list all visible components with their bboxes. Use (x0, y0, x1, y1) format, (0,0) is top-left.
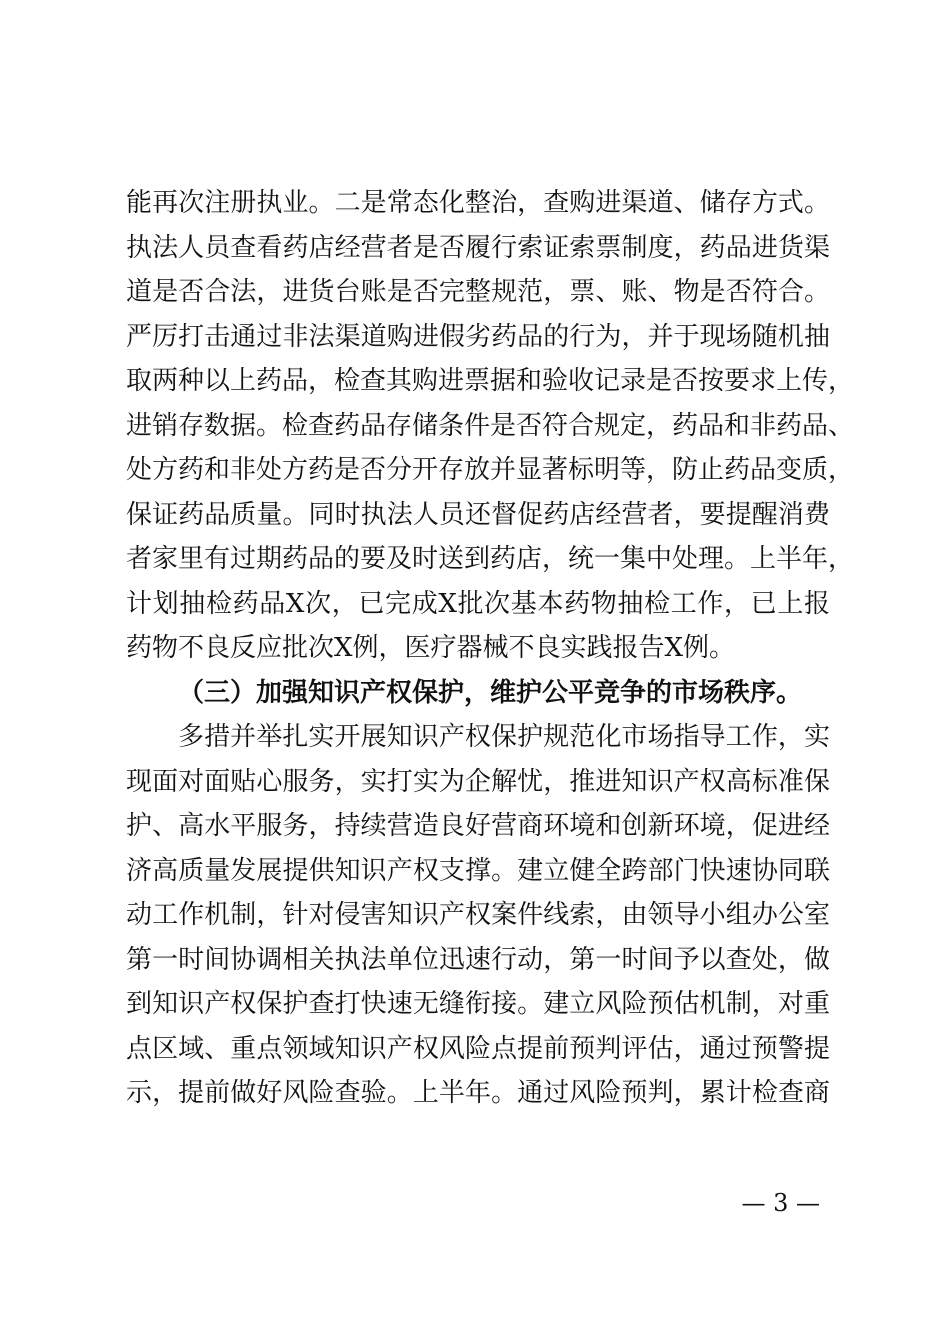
text-line: 取两种以上药品，检查其购进票据和验收记录是否按要求上传， (126, 366, 855, 396)
text-line: 严厉打击通过非法渠道购进假劣药品的行为，并于现场随机抽 (126, 321, 830, 352)
document-body (126, 181, 855, 1116)
text-line: 动工作机制，针对侵害知识产权案件线索，由领导小组办公室 (126, 900, 830, 930)
text-line: 计划抽检药品X次，已完成X批次基本药物抽检工作，已上报 (126, 588, 830, 619)
text-line: 能再次注册执业。二是常态化整治，查购进渠道、储存方式。 (126, 188, 830, 218)
text-line: 药物不良反应批次X例，医疗器械不良实践报告X例。 (126, 633, 736, 663)
text-line: 保证药品质量。同时执法人员还督促药店经营者，要提醒消费 (126, 499, 830, 530)
text-line: 示，提前做好风险查验。上半年。通过风险预判，累计检查商 (126, 1078, 830, 1108)
text-line: 第一时间协调相关执法单位迅速行动，第一时间予以查处，做 (126, 944, 830, 975)
text-line: 到知识产权保护查打快速无缝衔接。建立风险预估机制，对重 (126, 989, 830, 1019)
text-line: 进销存数据。检查药品存储条件是否符合规定，药品和非药品、 (126, 410, 855, 441)
text-line: 执法人员查看药店经营者是否履行索证索票制度，药品进货渠 (126, 232, 830, 263)
page-number: — 3 — (741, 1189, 820, 1217)
paragraph-ip-protection (126, 715, 830, 1116)
text-line: 护、高水平服务，持续营造良好营商环境和创新环境，促进经 (126, 811, 830, 841)
text-line: 点区域、重点领域知识产权风险点提前预判评估，通过预警提 (126, 1033, 830, 1064)
paragraph-inspection (126, 181, 855, 671)
text-line: 现面对面贴心服务，实打实为企解忧，推进知识产权高标准保 (126, 766, 830, 797)
text-line: 处方药和非处方药是否分开存放并显著标明等，防止药品变质， (126, 455, 855, 485)
text-line: 多措并举扎实开展知识产权保护规范化市场指导工作，实 (178, 722, 830, 752)
text-line: 济高质量发展提供知识产权支撑。建立健全跨部门快速协同联 (126, 855, 830, 886)
section-heading: （三）加强知识产权保护，维护公平竞争的市场秩序。 (178, 677, 803, 708)
text-line: 道是否合法，进货台账是否完整规范，票、账、物是否符合。 (126, 277, 830, 307)
text-line: 者家里有过期药品的要及时送到药店，统一集中处理。上半年， (126, 544, 855, 574)
